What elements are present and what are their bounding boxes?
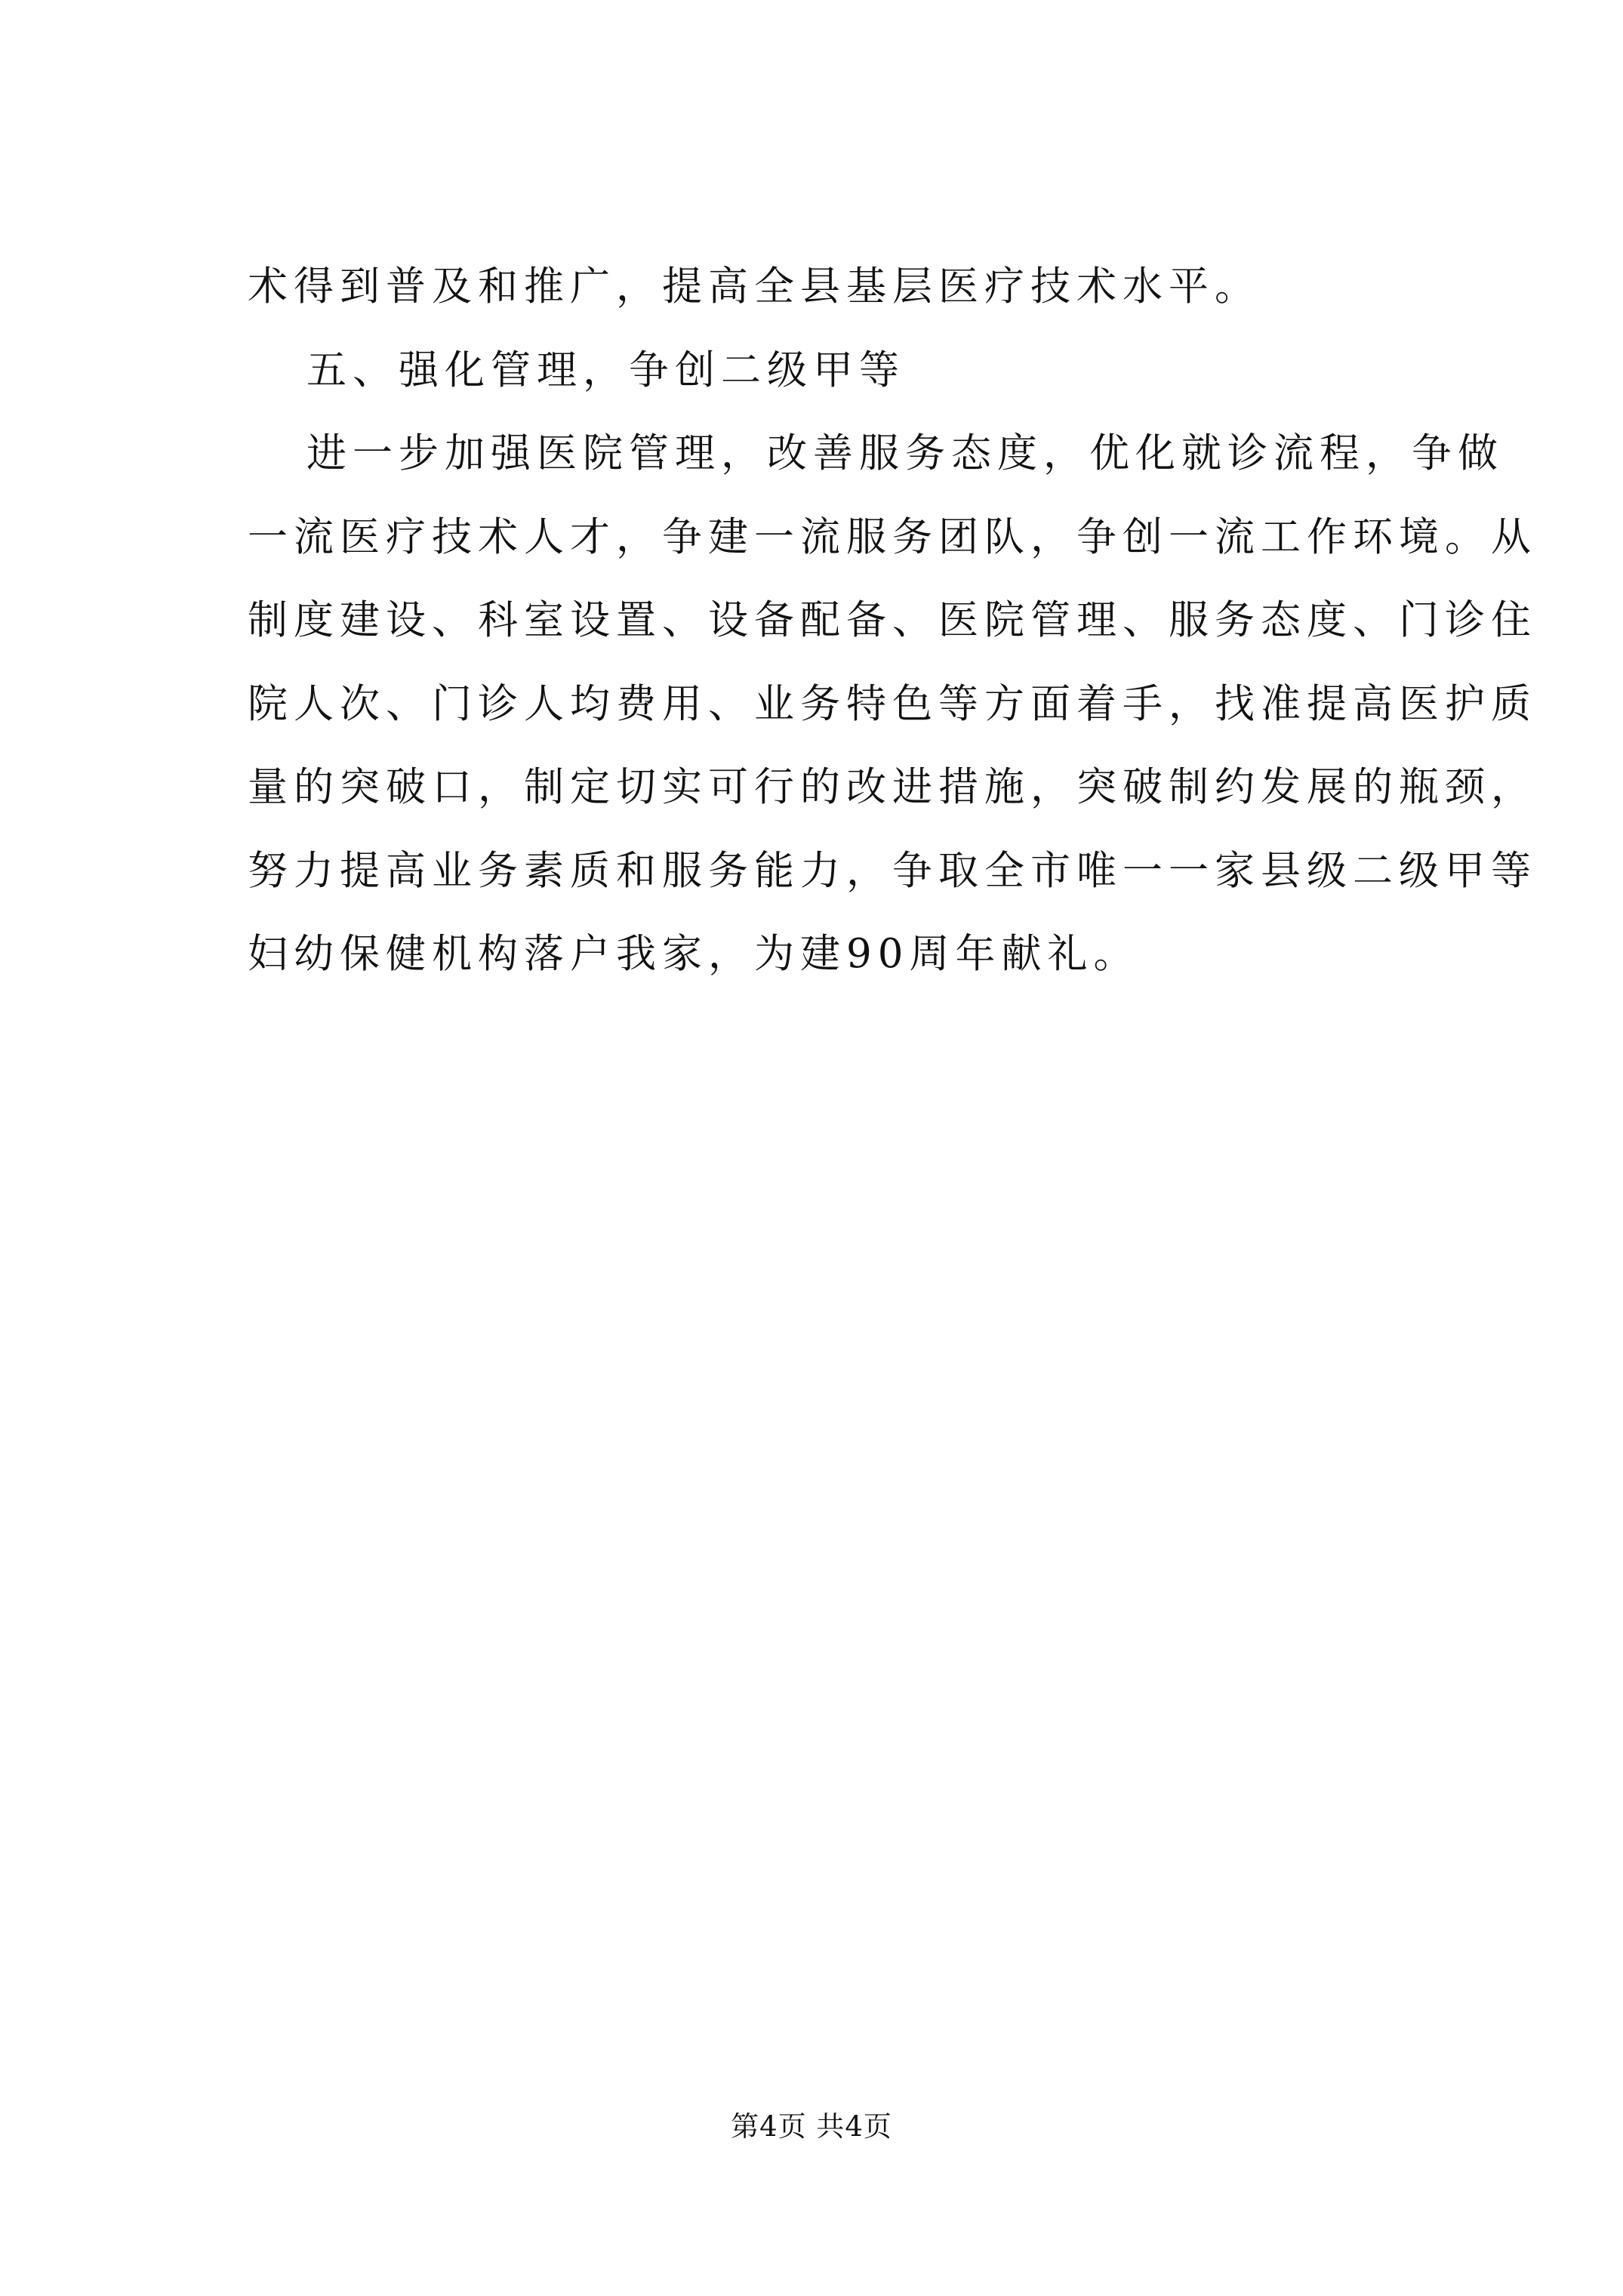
body-line: 一流医疗技术人才，争建一流服务团队，争创一流工作环境。从 [248,513,1537,560]
body-line: 院人次、门诊人均费用、业务特色等方面着手，找准提高医护质 [248,680,1537,727]
document-body [248,245,1537,997]
body-line: 制度建设、科室设置、设备配备、医院管理、服务态度、门诊住 [248,597,1537,643]
section-heading: 五、强化管理，争创二级甲等 [306,347,905,393]
page-footer: 第4页 共4页 [731,2110,892,2143]
body-line: 努力提高业务素质和服务能力，争取全市唯一一家县级二级甲等 [248,847,1537,894]
body-line: 进一步加强医院管理，改善服务态度，优化就诊流程，争做 [306,430,1504,476]
body-line: 术得到普及和推广，提高全县基层医疗技术水平。 [248,264,1261,310]
body-line: 妇幼保健机构落户我家，为建90周年献礼。 [248,931,1140,977]
body-line: 量的突破口，制定切实可行的改进措施，突破制约发展的瓶颈， [248,764,1537,810]
